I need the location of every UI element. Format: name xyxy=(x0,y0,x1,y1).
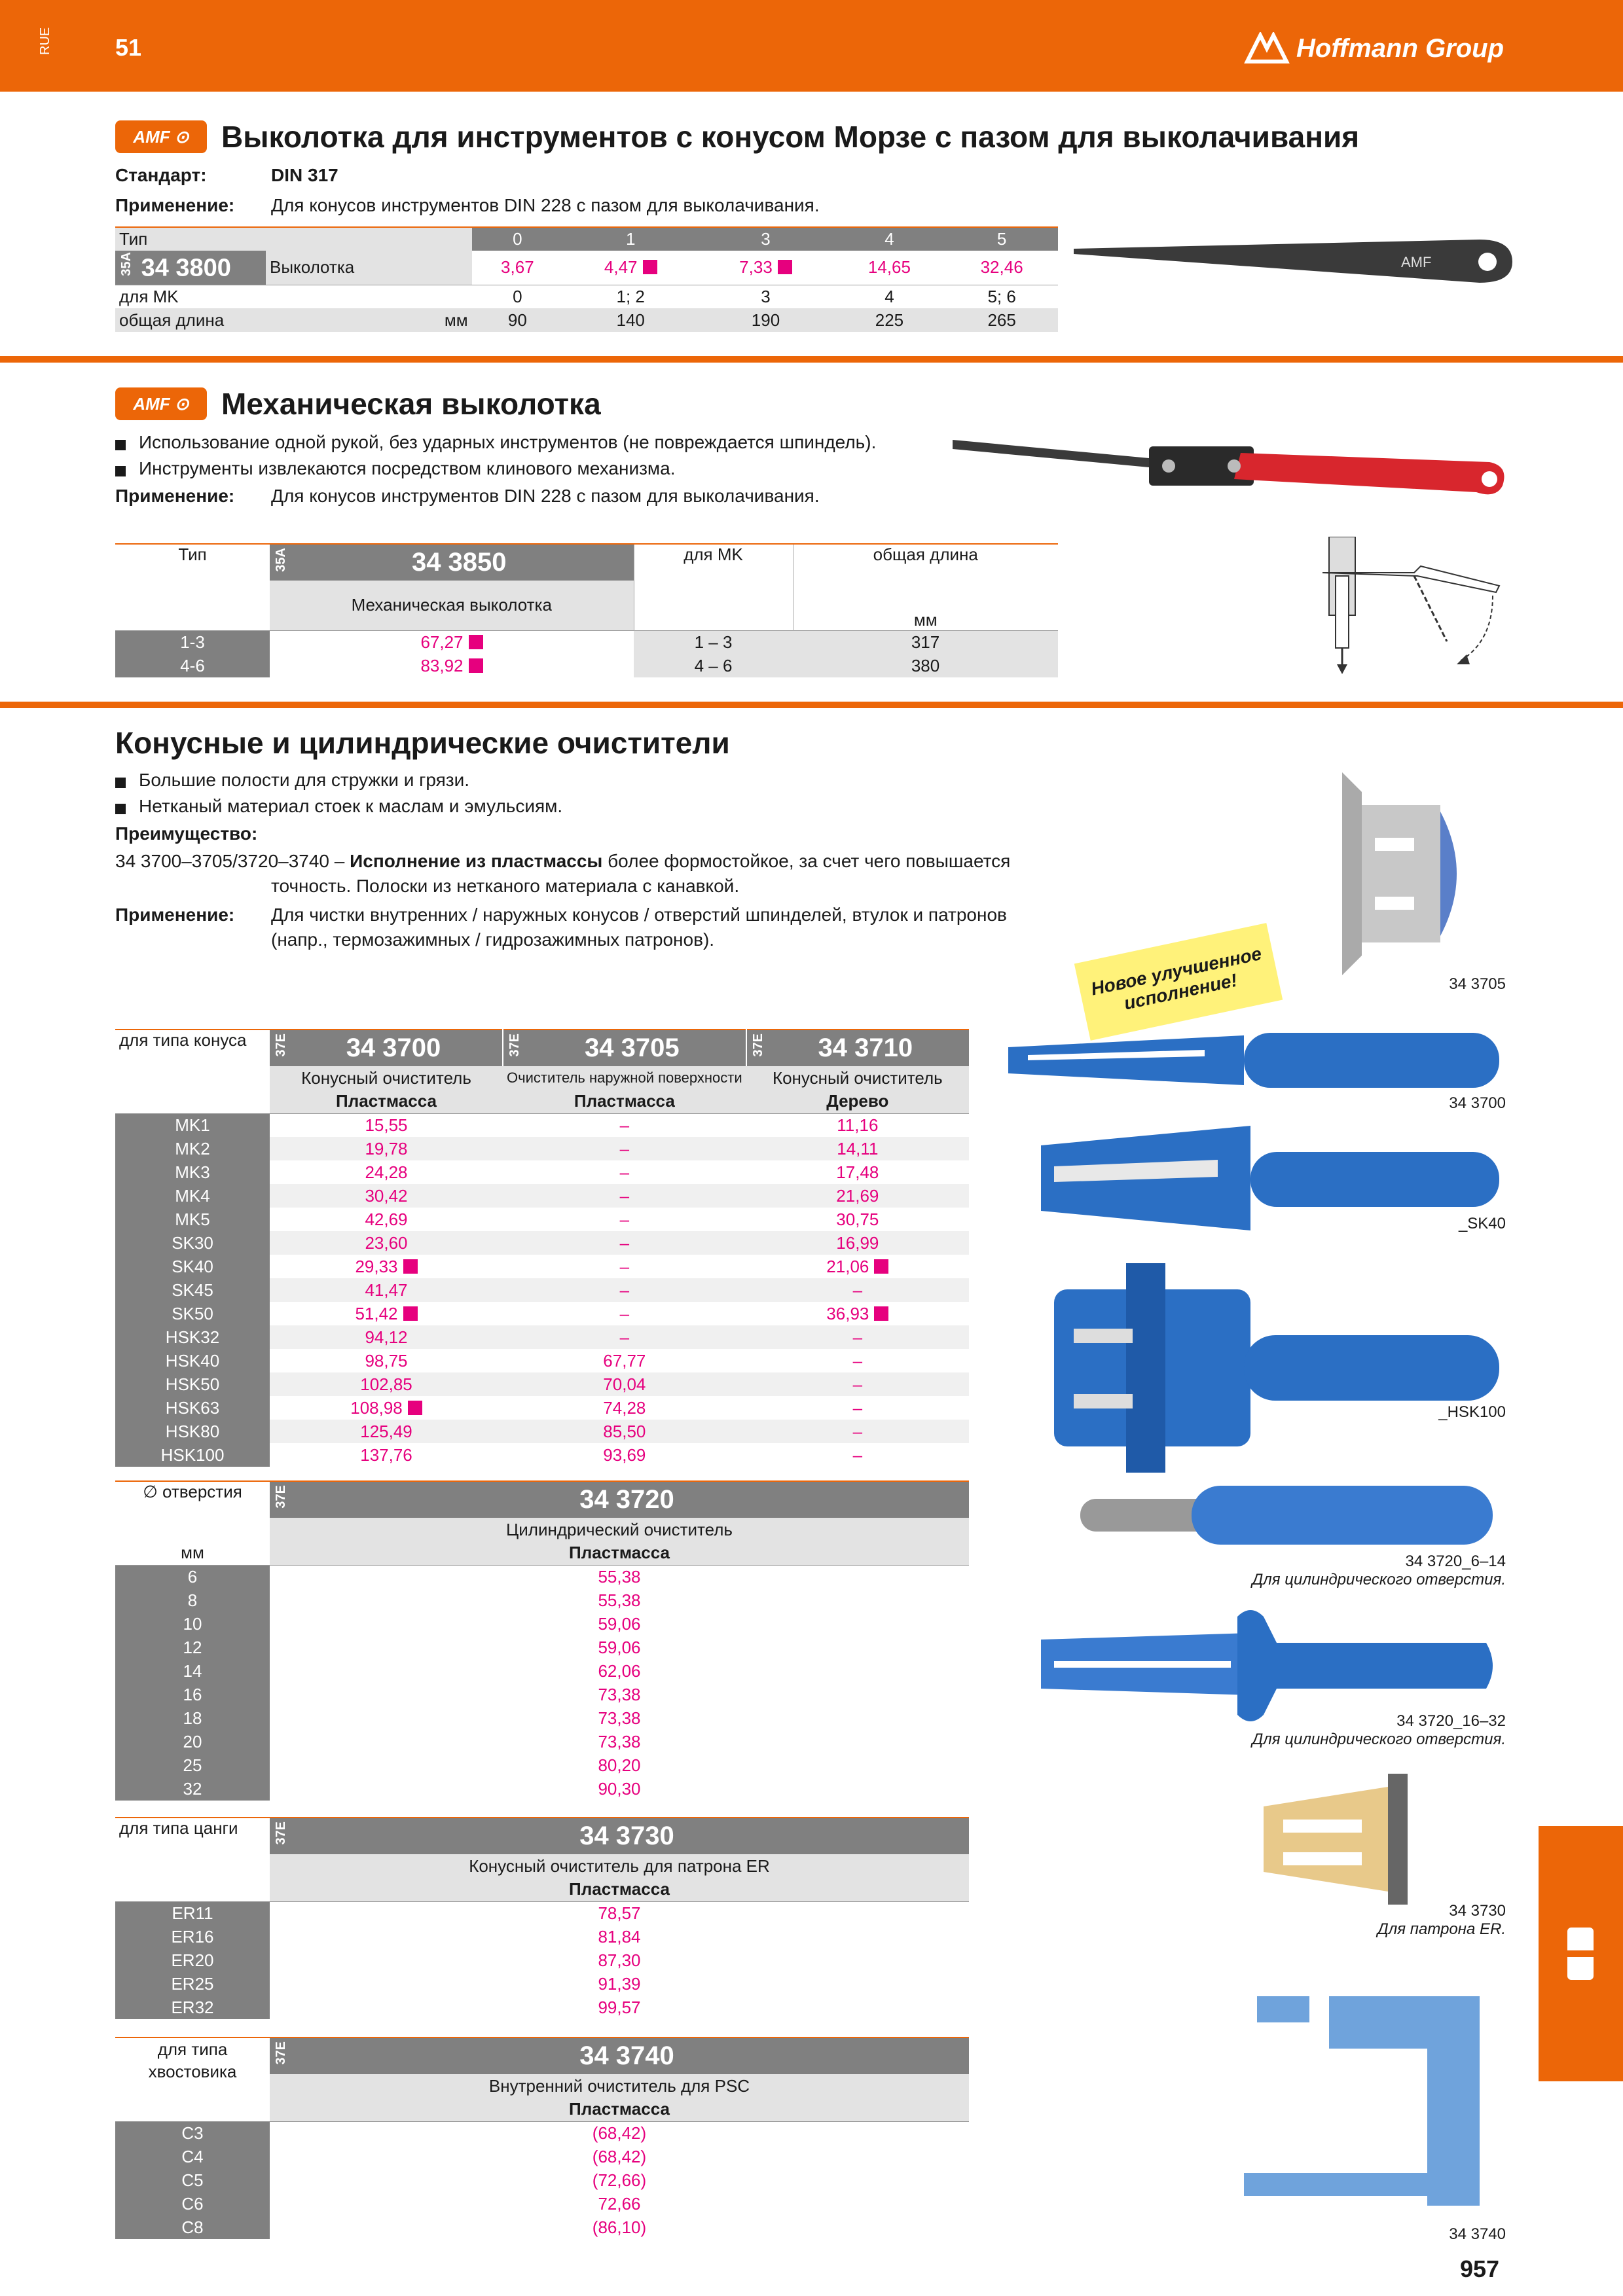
s1-apply: Для конусов инструментов DIN 228 с пазом для выколачивания. xyxy=(271,195,820,215)
s1-mk-0: 0 xyxy=(513,286,522,306)
table-row xyxy=(115,2145,969,2168)
s2-bullet: Инструменты извлекаются посредством клинового механизма. xyxy=(115,458,876,484)
cleaner-3740-image xyxy=(1231,1970,1512,2219)
table-row xyxy=(115,1777,969,1801)
s2-article xyxy=(270,544,634,581)
s2-len-label: общая длина xyxy=(793,544,1058,581)
row-type: SK30 xyxy=(115,1231,270,1255)
s3-bullet: Большие полости для стружки и грязи. xyxy=(115,770,562,796)
row-price: 80,20 xyxy=(598,1755,641,1775)
s3-adv: 34 3700–3705/3720–3740 – Исполнение из пластмассы более формостойкое, за счет чего повышается xyxy=(115,851,1011,871)
t1-group: 37E xyxy=(750,1033,765,1057)
table-row xyxy=(115,2192,969,2215)
s1-mk-3: 4 xyxy=(884,286,894,306)
row-price: – xyxy=(503,1184,746,1208)
table-row xyxy=(115,1278,969,1302)
table-row xyxy=(115,1901,969,1925)
s1-len-unit: мм xyxy=(444,310,468,330)
table-row xyxy=(115,1420,969,1443)
table-row xyxy=(115,1588,969,1612)
t1-label: для типа конуса xyxy=(119,1030,247,1050)
t1-mat: Пластмасса xyxy=(336,1091,437,1111)
table-row xyxy=(115,1636,969,1659)
table-row xyxy=(115,1565,969,1588)
t1-article-2: 37E 34 3710 xyxy=(746,1030,969,1066)
chuck-icon xyxy=(1561,1924,1600,1983)
cleaner-hsk100-image xyxy=(1048,1263,1512,1473)
brand-name: Hoffmann Group xyxy=(1296,33,1504,63)
row-price: 41,47 xyxy=(270,1278,503,1302)
table-row xyxy=(115,1396,969,1420)
s2-row-price: 67,27 xyxy=(270,630,634,654)
row-price: 67,77 xyxy=(503,1349,746,1372)
row-price: 55,38 xyxy=(598,1566,641,1587)
table-row xyxy=(115,1325,969,1349)
row-price: 90,30 xyxy=(598,1778,641,1799)
row-price: 87,30 xyxy=(598,1950,641,1970)
table-row xyxy=(115,1659,969,1683)
table-row xyxy=(115,1372,969,1396)
t4-group: 37E xyxy=(274,2041,288,2065)
amf-logo: AMF ⊙ xyxy=(115,120,207,153)
row-type: C6 xyxy=(115,2192,270,2215)
t2-unit: мм xyxy=(115,1541,270,1565)
table-row xyxy=(115,1184,969,1208)
table-row xyxy=(115,1706,969,1730)
t3-mat: Пластмасса xyxy=(569,1879,670,1899)
row-type: HSK63 xyxy=(115,1396,270,1420)
row-price: 73,38 xyxy=(598,1731,641,1751)
s3-title: Конусные и цилиндрические очистители xyxy=(115,726,730,760)
row-price: – xyxy=(503,1208,746,1231)
row-price: 98,75 xyxy=(270,1349,503,1372)
s1-title-row xyxy=(115,119,1359,154)
s1-type-4: 5 xyxy=(945,227,1058,251)
row-price: 29,33 xyxy=(270,1255,503,1278)
t3-label: для типа цанги xyxy=(119,1818,238,1838)
caption-3720-large: 34 3720_16–32 Для цилиндрического отверстия. xyxy=(1252,1712,1506,1748)
row-price: 21,06 xyxy=(746,1255,969,1278)
table-row xyxy=(115,1443,969,1467)
s2-row-price: 83,92 xyxy=(270,654,634,677)
s1-price-2: 7,33 xyxy=(698,251,833,285)
row-type: MK4 xyxy=(115,1184,270,1208)
row-price: – xyxy=(503,1278,746,1302)
s3-apply-2: (напр., термозажимных / гидрозажимных патронов). xyxy=(271,929,715,950)
s1-apply-label: Применение: xyxy=(115,195,235,215)
s3-bullets xyxy=(115,770,562,822)
t3-name: Конусный очиститель для патрона ER xyxy=(469,1856,770,1876)
s1-mk-4: 5; 6 xyxy=(987,286,1016,306)
divider xyxy=(0,702,1623,708)
s2-row-type: 4-6 xyxy=(115,654,270,677)
t1-mat: Пластмасса xyxy=(574,1091,675,1111)
s2-number: 34 3850 xyxy=(411,548,507,577)
table-row xyxy=(115,1349,969,1372)
t4-name: Внутренний очиститель для PSC xyxy=(488,2075,750,2096)
t4-mat: Пластмасса xyxy=(569,2099,670,2119)
row-price: 17,48 xyxy=(746,1160,969,1184)
s3-adv-label: Преимущество: xyxy=(115,823,258,844)
s1-mk-2: 3 xyxy=(761,286,771,306)
row-type: MK1 xyxy=(115,1113,270,1137)
s1-price-4: 32,46 xyxy=(980,257,1023,278)
s2-row-len: 380 xyxy=(793,654,1058,677)
row-price: 21,69 xyxy=(746,1184,969,1208)
row-type: 25 xyxy=(115,1753,270,1777)
brand-logo xyxy=(1244,29,1504,68)
row-type: SK40 xyxy=(115,1255,270,1278)
row-price: 74,28 xyxy=(503,1396,746,1420)
row-price: 94,12 xyxy=(270,1325,503,1349)
chapter-tab[interactable] xyxy=(1539,1826,1623,2081)
row-price: – xyxy=(503,1255,746,1278)
row-type: HSK80 xyxy=(115,1420,270,1443)
table-row xyxy=(115,1255,969,1278)
row-type: HSK50 xyxy=(115,1372,270,1396)
mechanical-drift-image xyxy=(953,427,1516,512)
s1-type-1: 1 xyxy=(563,227,698,251)
row-type: 14 xyxy=(115,1659,270,1683)
t1-group: 37E xyxy=(507,1033,522,1057)
row-price: 30,75 xyxy=(746,1208,969,1231)
row-type: C3 xyxy=(115,2121,270,2145)
s2-title: Механическая выколотка xyxy=(221,387,601,421)
cleaner-table-bore xyxy=(115,1480,969,1801)
row-price: 85,50 xyxy=(503,1420,746,1443)
row-price: 23,60 xyxy=(270,1231,503,1255)
t1-article-1: 37E 34 3705 xyxy=(503,1030,746,1066)
s2-apply: Для конусов инструментов DIN 228 с пазом для выколачивания. xyxy=(271,486,820,506)
cleaner-table-cone xyxy=(115,1029,969,1467)
row-type: C4 xyxy=(115,2145,270,2168)
t1-group: 37E xyxy=(274,1033,288,1057)
chapter-number: 51 xyxy=(115,34,142,61)
row-type: MK2 xyxy=(115,1137,270,1160)
row-type: 20 xyxy=(115,1730,270,1753)
s2-row-mk: 4 – 6 xyxy=(634,654,793,677)
hoffmann-logo-icon xyxy=(1244,32,1290,65)
t1-name: Очиститель наружной поверхности xyxy=(507,1069,742,1086)
row-price: 93,69 xyxy=(503,1443,746,1467)
row-price: 55,38 xyxy=(598,1590,641,1610)
drift-image xyxy=(1074,236,1519,288)
s1-len-2: 190 xyxy=(751,310,780,330)
table-row xyxy=(115,1753,969,1777)
s1-price-1: 4,47 xyxy=(563,251,698,285)
row-type: SK45 xyxy=(115,1278,270,1302)
row-price: 73,38 xyxy=(598,1708,641,1728)
row-price: – xyxy=(746,1443,969,1467)
s2-type-label: Тип xyxy=(178,545,207,564)
t2-name: Цилиндрический очиститель xyxy=(506,1519,733,1539)
table-row xyxy=(115,1160,969,1184)
t2-article: 37E 34 3720 xyxy=(270,1481,969,1518)
table-row xyxy=(115,2168,969,2192)
s1-mk-label: для MK xyxy=(119,286,179,306)
s1-type-0: 0 xyxy=(472,227,563,251)
row-type: HSK100 xyxy=(115,1443,270,1467)
row-price: 59,06 xyxy=(598,1613,641,1634)
row-price: 36,93 xyxy=(746,1302,969,1325)
s2-table xyxy=(115,543,1058,677)
caption-3700: 34 3700 xyxy=(1449,1094,1506,1112)
row-type: 8 xyxy=(115,1588,270,1612)
s2-bullets xyxy=(115,432,876,484)
s2-mk-label: для MK xyxy=(634,544,793,630)
s1-mk-1: 1; 2 xyxy=(616,286,645,306)
row-price: 73,38 xyxy=(598,1684,641,1704)
s1-title: Выколотка для инструментов с конусом Морзе с пазом для выколачивания xyxy=(221,120,1360,154)
s1-type-label: Тип xyxy=(115,227,472,251)
row-price: 99,57 xyxy=(598,1997,641,2017)
row-price: 78,57 xyxy=(598,1903,641,1923)
row-price: 11,16 xyxy=(746,1113,969,1137)
table-row xyxy=(115,1231,969,1255)
row-price: 81,84 xyxy=(598,1926,641,1946)
row-price: – xyxy=(503,1137,746,1160)
t1-article-0: 37E 34 3700 xyxy=(270,1030,503,1066)
t2-label: ∅ отверстия xyxy=(143,1482,242,1501)
s2-row-mk: 1 – 3 xyxy=(634,630,793,654)
row-type: 10 xyxy=(115,1612,270,1636)
row-price: 91,39 xyxy=(598,1973,641,1994)
table-row xyxy=(115,1996,969,2019)
s2-apply-label: Применение: xyxy=(115,486,235,506)
row-type: 12 xyxy=(115,1636,270,1659)
row-price: – xyxy=(503,1113,746,1137)
s3-apply: Для чистки внутренних / наружных конусов / отверстий шпинделей, втулок и патронов xyxy=(271,905,1007,925)
row-price: 102,85 xyxy=(270,1372,503,1396)
row-type: HSK40 xyxy=(115,1349,270,1372)
s1-table xyxy=(115,226,1058,332)
row-price: 137,76 xyxy=(270,1443,503,1467)
amf-logo: AMF ⊙ xyxy=(115,387,207,420)
row-type: 18 xyxy=(115,1706,270,1730)
t1-name: Конусный очиститель xyxy=(301,1067,471,1088)
table-row xyxy=(115,1302,969,1325)
s1-type-2: 3 xyxy=(698,227,833,251)
row-price: – xyxy=(503,1302,746,1325)
caption-3730: 34 3730 Для патрона ER. xyxy=(1377,1902,1506,1938)
row-price: – xyxy=(746,1372,969,1396)
row-type: ER32 xyxy=(115,1996,270,2019)
s2-row-len: 317 xyxy=(793,630,1058,654)
t1-name: Конусный очиститель xyxy=(772,1067,943,1088)
table-row xyxy=(115,1113,969,1137)
s3-apply-label: Применение: xyxy=(115,905,235,925)
row-price: (72,66) xyxy=(592,2170,647,2190)
t3-group: 37E xyxy=(274,1821,288,1845)
row-price: 51,42 xyxy=(270,1302,503,1325)
row-type: 32 xyxy=(115,1777,270,1801)
row-type: HSK32 xyxy=(115,1325,270,1349)
s2-bullet: Использование одной рукой, без ударных инструментов (не повреждается шпиндель). xyxy=(115,432,876,458)
t3-article: 37E 34 3730 xyxy=(270,1818,969,1854)
table-row xyxy=(115,1137,969,1160)
row-type: ER11 xyxy=(115,1901,270,1925)
t2-group: 37E xyxy=(274,1485,288,1509)
s1-item: Выколотка xyxy=(266,251,472,285)
s1-standard: DIN 317 xyxy=(271,165,338,185)
table-row xyxy=(115,1612,969,1636)
s3-adv-2: точность. Полоски из нетканого материала с канавкой. xyxy=(271,876,740,896)
cleaner-3730-image xyxy=(1257,1767,1421,1911)
t4-article: 37E 34 3740 xyxy=(270,2037,969,2074)
s2-group: 35A xyxy=(274,548,288,572)
s1-price-0: 3,67 xyxy=(501,257,534,278)
cleaner-3720-large-image xyxy=(1041,1604,1499,1728)
caption-3740: 34 3740 xyxy=(1449,2225,1506,2243)
language-code: RUE xyxy=(38,27,52,55)
row-price: – xyxy=(503,1231,746,1255)
row-price: (68,42) xyxy=(592,2123,647,2143)
table-row xyxy=(115,2121,969,2145)
t2-mat: Пластмасса xyxy=(569,1543,670,1563)
s1-len-0: 90 xyxy=(507,310,527,330)
caption-sk40: _SK40 xyxy=(1458,1215,1506,1232)
row-type: C5 xyxy=(115,2168,270,2192)
row-price: (86,10) xyxy=(592,2217,647,2237)
caption-3705: 34 3705 xyxy=(1449,975,1506,993)
row-price: 14,11 xyxy=(746,1137,969,1160)
s3-bullet: Нетканый материал стоек к маслам и эмульсиям. xyxy=(115,796,562,822)
row-price: 24,28 xyxy=(270,1160,503,1184)
s1-len-1: 140 xyxy=(616,310,645,330)
table-row xyxy=(115,2215,969,2239)
s1-price-3: 14,65 xyxy=(867,257,911,278)
row-price: 72,66 xyxy=(598,2193,641,2214)
row-price: 42,69 xyxy=(270,1208,503,1231)
row-type: 6 xyxy=(115,1565,270,1588)
row-price: – xyxy=(503,1160,746,1184)
table-row xyxy=(115,1948,969,1972)
row-price: – xyxy=(503,1325,746,1349)
table-row xyxy=(115,1730,969,1753)
row-price: (68,42) xyxy=(592,2146,647,2166)
table-row xyxy=(115,1925,969,1948)
row-price: – xyxy=(746,1396,969,1420)
s1-standard-label: Стандарт: xyxy=(115,165,207,185)
row-type: ER20 xyxy=(115,1948,270,1972)
row-price: 70,04 xyxy=(503,1372,746,1396)
new-version-badge: Новое улучшенное исполнение! xyxy=(1074,923,1283,1041)
row-price: 62,06 xyxy=(598,1660,641,1681)
row-type: MK5 xyxy=(115,1208,270,1231)
s1-len-label: общая длина xyxy=(119,310,225,330)
t1-mat: Дерево xyxy=(826,1091,889,1111)
s1-type-3: 4 xyxy=(833,227,946,251)
s2-title-row xyxy=(115,386,601,422)
s1-len-4: 265 xyxy=(987,310,1016,330)
table-row xyxy=(115,1683,969,1706)
table-row xyxy=(115,1972,969,1996)
row-type: ER25 xyxy=(115,1972,270,1996)
row-price: 16,99 xyxy=(746,1231,969,1255)
row-price: – xyxy=(746,1349,969,1372)
s2-len-unit: мм xyxy=(793,581,1058,630)
row-type: 16 xyxy=(115,1683,270,1706)
cleaner-table-psc xyxy=(115,2037,969,2239)
cleaner-3700-image xyxy=(1008,1028,1512,1093)
s1-len-3: 225 xyxy=(875,310,904,330)
table-row xyxy=(115,1208,969,1231)
svg-text:AMF: AMF xyxy=(1401,254,1432,270)
cleaner-table-er xyxy=(115,1817,969,2019)
divider xyxy=(0,356,1623,363)
row-type: SK50 xyxy=(115,1302,270,1325)
row-price: – xyxy=(746,1278,969,1302)
t4-label: для типа хвостовика xyxy=(148,2039,237,2081)
s2-row-type: 1-3 xyxy=(115,630,270,654)
row-price: 30,42 xyxy=(270,1184,503,1208)
cleaner-3720-small-image xyxy=(1074,1479,1506,1551)
page-number: 957 xyxy=(1460,2255,1500,2282)
s1-article xyxy=(115,251,266,285)
s1-group: 35A xyxy=(119,252,134,277)
row-type: MK3 xyxy=(115,1160,270,1184)
row-price: 59,06 xyxy=(598,1637,641,1657)
row-price: – xyxy=(746,1420,969,1443)
caption-3720-small: 34 3720_6–14 Для цилиндрического отверстия. xyxy=(1252,1552,1506,1588)
s1-number: 34 3800 xyxy=(141,255,231,283)
row-type: ER16 xyxy=(115,1925,270,1948)
row-price: – xyxy=(746,1325,969,1349)
row-price: 15,55 xyxy=(270,1113,503,1137)
cleaner-3705-image xyxy=(1336,766,1473,982)
row-price: 125,49 xyxy=(270,1420,503,1443)
row-price: 108,98 xyxy=(270,1396,503,1420)
caption-hsk100: _HSK100 xyxy=(1438,1403,1506,1421)
row-price: 19,78 xyxy=(270,1137,503,1160)
header-bar xyxy=(0,0,1623,92)
row-type: C8 xyxy=(115,2215,270,2239)
s2-item: Механическая выколотка xyxy=(270,581,634,630)
mechanism-diagram xyxy=(1316,537,1512,681)
